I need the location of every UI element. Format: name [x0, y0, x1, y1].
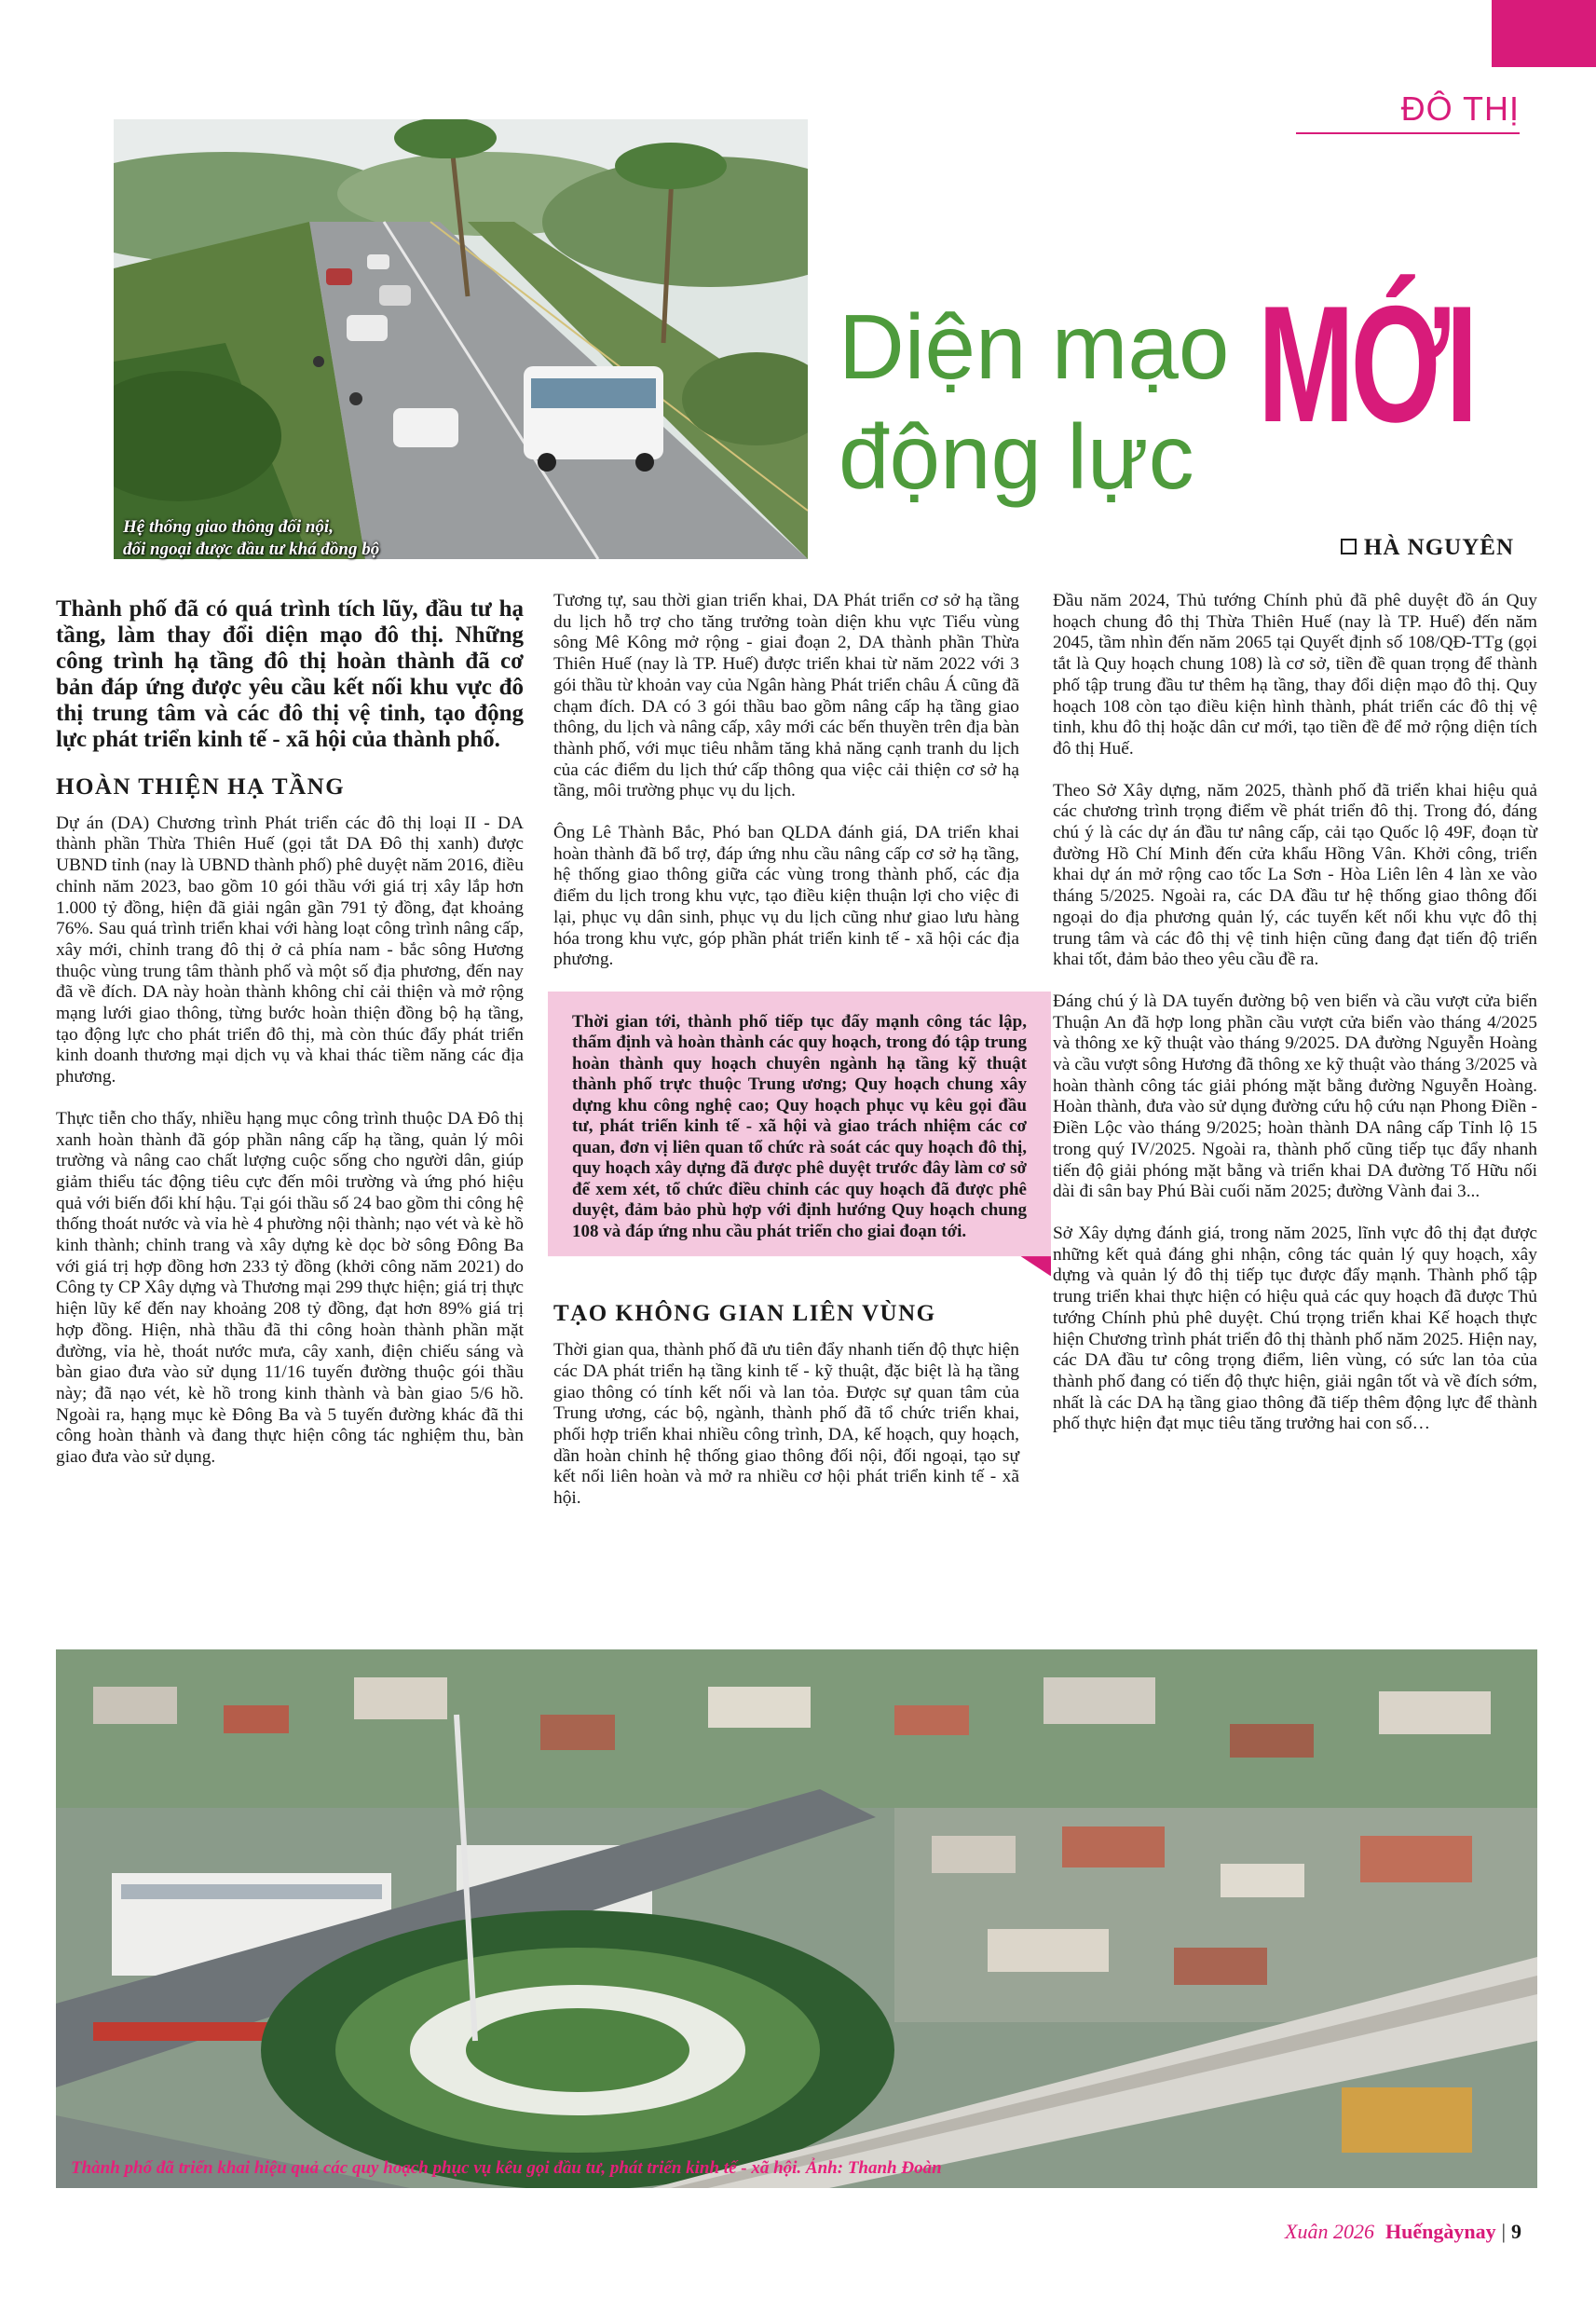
pull-quote — [548, 992, 1051, 1277]
column-2 — [553, 591, 1027, 1530]
paragraph: Dự án (DA) Chương trình Phát triển các đô thị loại II - DA thành phần Thừa Thiên Huế (gọi tắt DA Đô thị xanh) được UBND tỉnh (nay là UBND thành phố) phê duyệt năm 2016, điều chỉnh năm 2023, bao gồm 10 gói thầu với giá trị xây lắp hơn 1.000 tỷ đồng, hiện đã giải ngân gần 791 tỷ đồng, đạt khoảng 76%. Sau quá trình triển khai với hàng loạt công trình nâng cấp, xây mới, chỉnh trang đô thị ở cả phía nam - bắc sông Hương thuộc vùng trung tâm thành phố và một số địa phương, đến nay đã về đích. DA này hoàn thành không chỉ cải thiện và mở rộng mạng lưới giao thông, từng bước hoàn thiện đồng bộ hạ tầng, tạo động lực cho phát triển đô thị, mà còn thúc đẩy phát triển kinh doanh thương mại dịch vụ và khai thác tiềm năng các địa phương. — [56, 813, 524, 1088]
edition-label: Xuân 2026 — [1285, 2220, 1374, 2243]
paragraph: Thời gian qua, thành phố đã ưu tiên đẩy nhanh tiến độ thực hiện các DA phát triển hạ tầng kinh tế - kỹ thuật, đặc biệt là hạ tầng giao thông có tính kết nối và lan tỏa. Được sự quan tâm của Trung ương, các bộ, ngành, thành phố đã tổ chức triển khai, phối hợp triển khai nhiều công trình, DA, kế hoạch, quy hoạch, dần hoàn chỉnh hệ thống giao thông đối nội, đối ngoại, tạo sự kết nối liên hoàn và mở ra nhiều cơ hội phát triển kinh tế - xã hội. — [553, 1340, 1019, 1509]
headline-accent: MỚI — [1258, 271, 1475, 457]
street-photo — [114, 119, 808, 559]
paragraph: Theo Sở Xây dựng, năm 2025, thành phố đã triển khai hiệu quả các chương trình trọng điểm về phát triển đô thị. Trong đó, đáng chú ý là các dự án đầu tư nâng cấp, cải tạo Quốc lộ 49F, đoạn từ đường Hồ Chí Minh đến cửa khẩu Hồng Vân. Khởi công, triển khai dự án mở rộng cao tốc La Sơn - Hòa Liên lên 4 làn xe vào tháng 5/2025. Ngoài ra, các DA đầu tư hệ thống giao thông đối ngoại do địa phương quản lý, các tuyến kết nối khu vực đô thị trung tâm và các đô thị vệ tinh hiện cũng đang đạt tiến độ triển khai tốt, đảm bảo theo yêu cầu đề ra. — [1053, 780, 1537, 970]
paragraph: Đầu năm 2024, Thủ tướng Chính phủ đã phê duyệt đồ án Quy hoạch chung đô thị Thừa Thiên Huế (nay là TP. Huế) đến năm 2045, tầm nhìn đến năm 2065 tại Quyết định số 108/QĐ-TTg (gọi tắt là Quy hoạch chung 108) là cơ sở, tiền đề quan trọng để thành phố tập trung đầu tư thêm hạ tầng, thay đổi diện mạo đô thị. Quy hoạch 108 còn tạo điều kiện hình thành, phát triển các đô thị vệ tinh, khu đô thị hoặc dân cư mới, tạo tiền đề để mở rộng diện tích đô thị Huế. — [1053, 591, 1537, 759]
paragraph: Thực tiễn cho thấy, nhiều hạng mục công trình thuộc DA Đô thị xanh hoàn thành đã góp phần nâng cấp hạ tầng, quản lý môi trường và nâng cao chất lượng cuộc sống cho người dân, giúp giảm thiểu tác động tiêu cực đến môi trường và ứng phó hiệu quả với biến đổi khí hậu. Tại gói thầu số 24 bao gồm thi công hệ thống thoát nước và vỉa hè 4 phường nội thành; nạo vét và kè hồ kinh thành; chỉnh trang và xây dựng kè dọc bờ sông Đông Ba với giá trị hợp đồng hơn 233 tỷ đồng (khởi công năm 2021) do Công ty CP Xây dựng và Thương mại 299 thực hiện; giá trị thực hiện lũy kế đến nay khoảng 208 tỷ đồng, đạt hơn 89% giá trị hợp đồng. Hiện, nhà thầu đã thi công hoàn thành phần mặt đường, vỉa hè, thoát nước mưa, cây xanh, điện chiếu sáng và bàn giao đưa vào sử dụng 11/16 tuyến đường thuộc gói thầu này; đã nạo vét, kè hồ trong kinh thành và bàn giao 5/6 hồ. Ngoài ra, hạng mục kè Đông Ba và 5 tuyến đường khác đã thi công hoàn thành và đang thực hiện công tác nghiệm thu, bàn giao đưa vào sử dụng. — [56, 1108, 524, 1468]
byline — [1341, 535, 1514, 561]
headline-line2: động lực — [839, 405, 1194, 508]
top-photo-caption-line2: đối ngoại được đầu tư khá đồng bộ — [123, 540, 380, 559]
bottom-photo-caption: Thành phố đã triển khai hiệu quả các quy hoạch phục vụ kêu gọi đầu tư, phát triển kinh tế - xã hội. Ảnh: Thanh Đoàn — [71, 2158, 942, 2178]
paragraph: Tương tự, sau thời gian triển khai, DA Phát triển cơ sở hạ tầng du lịch hỗ trợ cho tăng trưởng toàn diện khu vực Tiểu vùng sông Mê Kông mở rộng - giai đoạn 2, DA thành phần Thừa Thiên Huế (nay là TP. Huế) được triển khai từ năm 2022 với 3 gói thầu từ khoản vay của Ngân hàng Phát triển châu Á cũng đã chạm đích. DA có 3 gói thầu bao gồm nâng cấp hạ tầng giao thông, du lịch và nâng cấp, xây mới các bến thuyền trên địa bàn thành phố, với mục tiêu nhằm tăng khả năng cạnh tranh du lịch của các điểm du lịch thứ cấp thông qua việc cải thiện cơ sở hạ tầng, môi trường phục vụ du lịch. — [553, 591, 1019, 801]
column-1 — [56, 591, 524, 1489]
section-tag: ĐÔ THỊ — [1400, 89, 1520, 128]
top-photo-caption-line1: Hệ thống giao thông đối nội, — [123, 517, 334, 537]
page-footer — [1285, 2220, 1521, 2244]
top-photo-caption — [123, 516, 379, 561]
page-number: 9 — [1511, 2220, 1521, 2243]
author-name: HÀ NGUYÊN — [1363, 535, 1514, 560]
aerial-city-photo — [56, 1649, 1537, 2188]
paragraph: Đáng chú ý là DA tuyến đường bộ ven biển và cầu vượt cửa biển Thuận An đã hợp long phần cầu vượt cửa biển vào tháng 4/2025 và thông xe kỹ thuật vào tháng 9/2025. DA đường Nguyễn Hoàng và cầu vượt sông Hương đã thông xe kỹ thuật vào tháng 3/2025 và hoàn thành công tác giải phóng mặt bằng đường Nguyễn Hoàng. Hoàn thành, đưa vào sử dụng đường cứu hộ cứu nạn Phong Điền - Điền Lộc vào tháng 9/2025; hoàn thành DA nâng cấp Tỉnh lộ 15 trong quý IV/2025. Ngoài ra, thành phố cũng tiếp tục đẩy nhanh tiến độ giải phóng mặt bằng và triển khai DA đường Tố Hữu nối dài đi sân bay Phú Bài cuối năm 2025; đường Vành đai 3... — [1053, 991, 1537, 1202]
paragraph: Sở Xây dựng đánh giá, trong năm 2025, lĩnh vực đô thị đạt được những kết quả đáng ghi nhận, công tác quản lý quy hoạch, xây dựng và quản lý đô thị tiếp tục được đẩy mạnh. Thành phố tập trung triển khai thực hiện có hiệu quả các quy hoạch đã được Thủ tướng Chính phủ phê duyệt. Chú trọng triển khai Kế hoạch thực hiện Chương trình phát triển đô thị thành phố năm 2025. Hiện nay, các DA đầu tư công trọng điểm, liên vùng, có sức lan tỏa của thành phố đang có tiến độ thực hiện, giải ngân tốt và về đích sớm, nhất là các DA hạ tầng giao thông đã tiếp thêm động lực để thành phố thực hiện đạt mục tiêu tăng trưởng hai con số… — [1053, 1223, 1537, 1434]
section-divider — [1296, 132, 1520, 134]
headline-line1: Diện mạo — [839, 295, 1230, 398]
magazine-brand: Huếngàynay — [1385, 2220, 1496, 2243]
footer-separator: | — [1501, 2220, 1506, 2243]
pull-quote-text: Thời gian tới, thành phố tiếp tục đẩy mạnh công tác lập, thẩm định và hoàn thành các quy hoạch, trong đó tập trung hoàn thành quy hoạch chuyên ngành hạ tầng kỹ thuật thành phố trực thuộc Trung ương; Quy hoạch chung xây dựng khu công nghệ cao; Quy hoạch phục vụ kêu gọi đầu tư, phát triển kinh tế - xã hội và giao trách nhiệm các cơ quan, đơn vị liên quan tổ chức rà soát các quy hoạch đô thị, quy hoạch xây dựng đã được phê duyệt trước đây làm cơ sở để xem xét, tổ chức điều chỉnh các quy hoạch đã được phê duyệt, đảm bảo phù hợp với định hướng Quy hoạch chung 108 và đáp ứng nhu cầu phát triển cho giai đoạn tới. — [572, 1011, 1027, 1241]
section-heading-infrastructure: HOÀN THIỆN HẠ TẦNG — [56, 774, 346, 800]
paragraph: Ông Lê Thành Bắc, Phó ban QLDA đánh giá, DA triển khai hoàn thành đã bổ trợ, đáp ứng nhu cầu nâng cấp cơ sở hạ tầng, hệ thống giao thông giữa các vùng trong thành phố, các địa điểm du lịch trong khu vực, tạo điều kiện thuận lợi cho việc đi lại, phục vụ dân sinh, phục vụ du lịch cũng như giao lưu hàng hóa trong khu vực, góp phần phát triển kinh tế - xã hội các địa phương. — [553, 823, 1019, 970]
lead-paragraph: Thành phố đã có quá trình tích lũy, đầu tư hạ tầng, làm thay đổi diện mạo đô thị. Những công trình hạ tầng đô thị hoàn thành đã cơ bản đáp ứng được yêu cầu kết nối khu vực đô thị trung tâm và các đô thị vệ tinh, tạo động lực phát triển kinh tế - xã hội của thành phố. — [56, 596, 524, 752]
byline-square-icon — [1341, 539, 1357, 554]
column-3 — [1053, 591, 1537, 1456]
corner-tab — [1492, 0, 1596, 67]
section-heading-regional: TẠO KHÔNG GIAN LIÊN VÙNG — [553, 1301, 936, 1327]
